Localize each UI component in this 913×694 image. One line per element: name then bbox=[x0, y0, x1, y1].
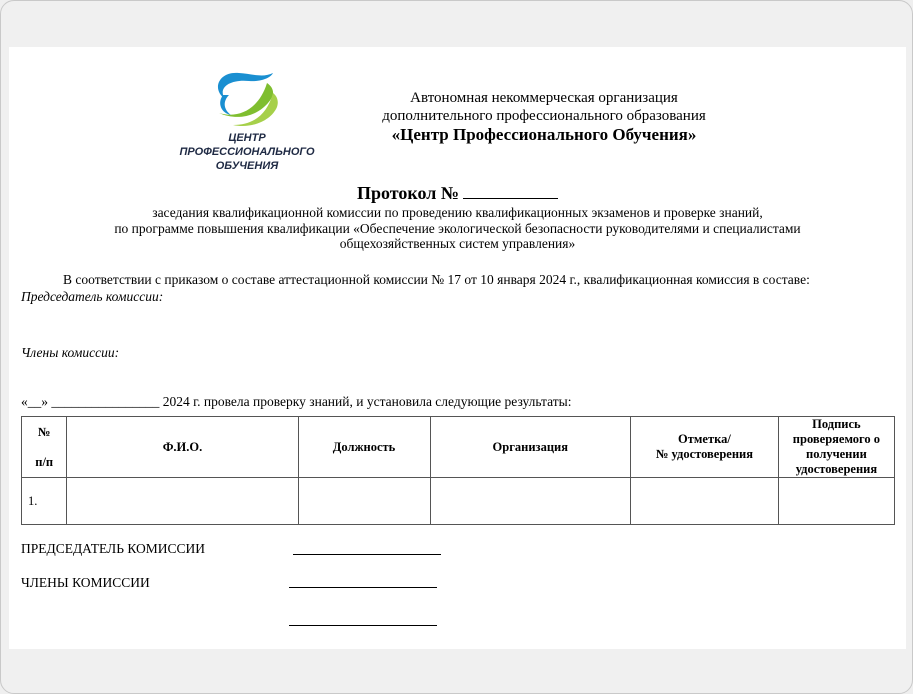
company-logo bbox=[167, 69, 327, 171]
logo-text-3: ОБУЧЕНИЯ bbox=[215, 160, 279, 171]
protocol-number-blank bbox=[463, 184, 558, 199]
chairman-signature-line bbox=[293, 554, 441, 555]
document-page bbox=[9, 47, 906, 649]
organization-header bbox=[339, 89, 749, 145]
cell-name bbox=[67, 478, 298, 525]
cell-mark bbox=[631, 478, 779, 525]
order-paragraph: В соответствии с приказом о составе аттестационной комиссии № 17 от 10 января 2024 г., квалификационная комиссия в составе: bbox=[63, 272, 810, 287]
col-header-position: Должность bbox=[298, 417, 430, 478]
cell-position bbox=[298, 478, 430, 525]
table-row bbox=[22, 478, 895, 525]
cell-number: 1. bbox=[22, 478, 67, 525]
cell-signature bbox=[778, 478, 894, 525]
col-header-signature: Подпись проверяемого о получении удостоверения bbox=[778, 417, 894, 478]
protocol-subtitle-2: по программе повышения квалификации «Обеспечение экологической безопасности руководителями и специалистами bbox=[114, 220, 801, 236]
logo-text-1: ЦЕНТР bbox=[228, 132, 266, 144]
logo-text-2: ПРОФЕССИОНАЛЬНОГО bbox=[179, 146, 315, 158]
results-table bbox=[21, 416, 895, 525]
table-header-row bbox=[22, 417, 895, 478]
col-header-organization: Организация bbox=[430, 417, 631, 478]
col-header-number: № п/п bbox=[22, 417, 67, 478]
cell-organization bbox=[430, 478, 631, 525]
member-signature-line-1 bbox=[289, 587, 437, 588]
members-signature-label: ЧЛЕНЫ КОМИССИИ bbox=[21, 575, 150, 590]
protocol-title bbox=[9, 183, 906, 204]
protocol-subtitle bbox=[69, 205, 846, 252]
protocol-title-text: Протокол № bbox=[357, 183, 459, 203]
col-header-name: Ф.И.О. bbox=[67, 417, 298, 478]
org-name: «Центр Профессионального Обучения» bbox=[391, 125, 697, 144]
protocol-subtitle-3: общехозяйственных систем управления» bbox=[339, 236, 576, 251]
check-paragraph: «__» ________________ 2024 г. провела проверку знаний, и установила следующие результаты: bbox=[21, 394, 572, 409]
member-signature-line-2 bbox=[289, 625, 437, 626]
chairman-label: Председатель комиссии: bbox=[21, 289, 164, 304]
col-header-mark: Отметка/ № удостоверения bbox=[631, 417, 779, 478]
org-line-2: дополнительного профессионального образования bbox=[382, 108, 706, 124]
members-label: Члены комиссии: bbox=[21, 345, 120, 360]
org-line-1: Автономная некоммерческая организация bbox=[410, 90, 678, 106]
chairman-signature-label: ПРЕДСЕДАТЕЛЬ КОМИССИИ bbox=[21, 541, 206, 556]
protocol-subtitle-1: заседания квалификационной комиссии по проведению квалификационных экзаменов и проверке знаний, bbox=[152, 205, 763, 220]
